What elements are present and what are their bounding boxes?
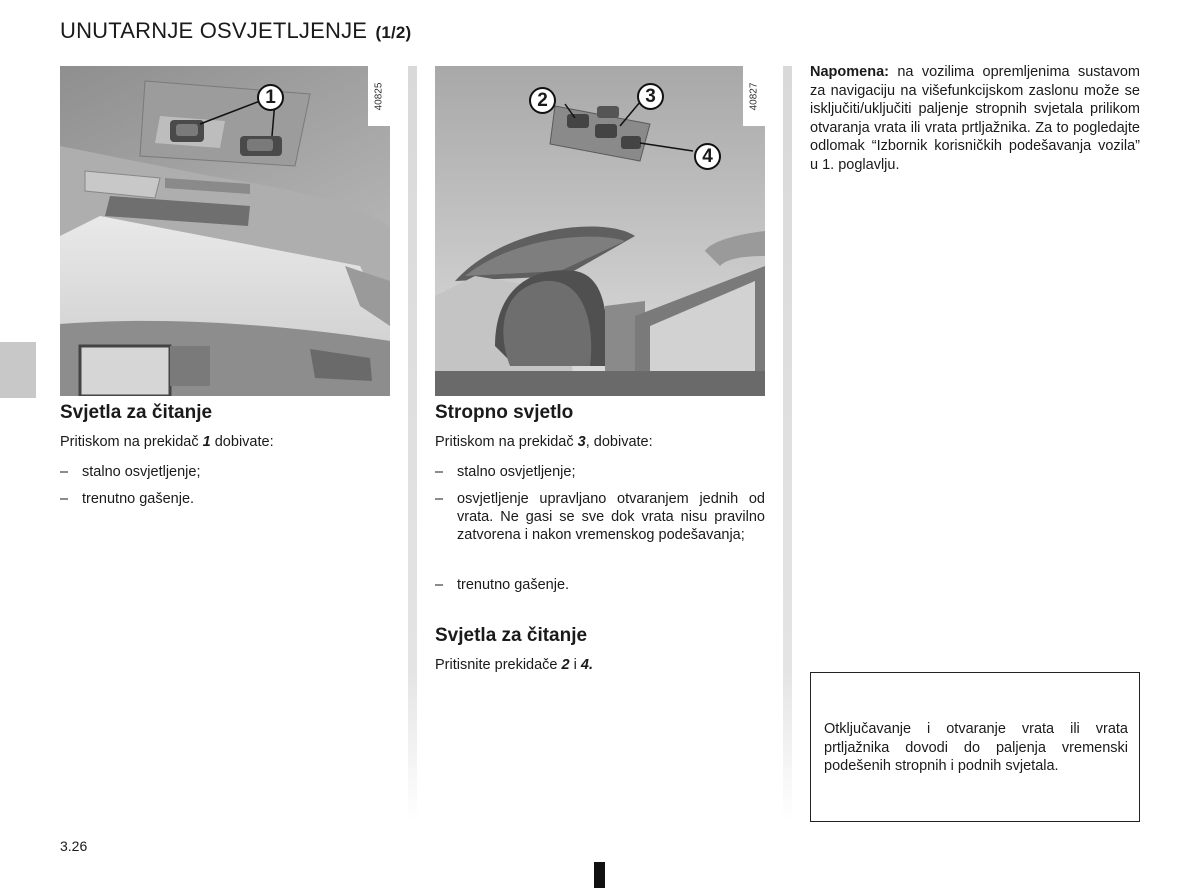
figure-code <box>368 66 390 126</box>
intro-text-before: Pritiskom na prekidač <box>435 434 578 450</box>
switch-ref: 1 <box>202 434 211 450</box>
press-text-before: Pritisnite prekidače <box>435 657 562 673</box>
switch-ref: 4 <box>580 657 589 673</box>
bullet-dash: – <box>435 577 444 593</box>
callout-1: 1 <box>257 84 284 111</box>
bullet-dash: – <box>435 491 444 507</box>
figure-ceiling-light <box>435 66 765 396</box>
intro-paragraph <box>60 433 390 451</box>
figure-code-text: 40827 <box>748 82 760 110</box>
switch-ref: 3 <box>577 434 586 450</box>
note-paragraph <box>810 63 1140 174</box>
bullet-text: stalno osvjetljenje; <box>82 464 201 480</box>
chapter-tab <box>0 342 36 398</box>
intro-text-after: , dobivate: <box>585 434 653 450</box>
print-mark <box>594 862 605 888</box>
bullet-item <box>60 463 390 481</box>
callout-2: 2 <box>529 87 556 114</box>
bullet-text: stalno osvjetljenje; <box>457 464 576 480</box>
page-title-text: UNUTARNJE OSVJETLJENJE <box>60 18 368 43</box>
car-ceiling-illustration <box>435 66 765 396</box>
bullet-text: trenutno gašenje. <box>82 491 195 507</box>
figure-code-text: 40825 <box>373 82 385 110</box>
info-box <box>810 672 1140 822</box>
note-label: Napomena: <box>810 64 889 80</box>
switch-ref: 2 <box>561 657 570 673</box>
bullet-item <box>435 490 765 562</box>
bullet-text: osvjetljenje upravljano otvaranjem jednih od vrata. Ne gasi se sve dok vrata nisu pravilno zatvorena i nakon vremenskog podešavanja; <box>457 491 765 543</box>
press-text-after: . <box>588 657 593 673</box>
figure-code <box>743 66 765 126</box>
callout-4: 4 <box>694 143 721 170</box>
intro-paragraph <box>435 433 765 451</box>
bullet-dash: – <box>60 491 69 507</box>
bullet-text: trenutno gašenje. <box>457 577 570 593</box>
bullet-item <box>435 463 765 481</box>
note-text: na vozilima opremljenima sustavom za navigaciju na višefunkcijskom zaslonu može se isključiti/uključiti paljenje stropnih svjetala prilikom otvaranja vrata ili vrata prtljažnika. Za to pogledajte odlomak “Izbornik korisničkih podešavanja vozila” u 1. poglavlju. <box>810 64 1140 173</box>
bullet-dash: – <box>60 464 69 480</box>
column-divider-right <box>783 66 792 822</box>
intro-text-before: Pritiskom na prekidač <box>60 434 203 450</box>
page-title <box>60 18 411 44</box>
press-paragraph <box>435 656 765 674</box>
intro-text-after: dobivate: <box>210 434 274 450</box>
bullet-item <box>60 490 390 508</box>
bullet-item <box>435 576 765 594</box>
bullet-dash: – <box>435 464 444 480</box>
callout-3: 3 <box>637 83 664 110</box>
column-divider-left <box>408 66 417 822</box>
car-interior-illustration <box>60 66 390 396</box>
figure-reading-lights <box>60 66 390 396</box>
info-box-text: Otključavanje i otvaranje vrata ili vrata prtljažnika dovodi do paljenja vremenski podešenih stropnih i podnih svjetala. <box>824 721 1128 774</box>
page-number: 3.26 <box>60 838 88 854</box>
press-text-mid: i <box>569 657 581 673</box>
page-title-part: (1/2) <box>375 23 412 42</box>
section-heading-reading-lights-2: Svjetla za čitanje <box>435 625 588 646</box>
section-heading-reading-lights: Svjetla za čitanje <box>60 402 213 423</box>
section-heading-ceiling-light: Stropno svjetlo <box>435 402 574 423</box>
